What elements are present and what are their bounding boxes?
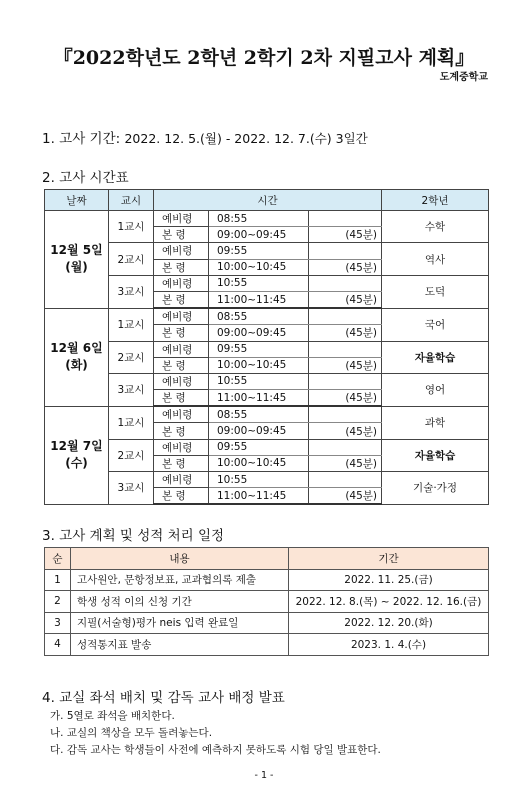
- header-grade: 2학년: [382, 190, 489, 211]
- bell-time: 08:55: [209, 211, 309, 227]
- schedule-row: [45, 211, 489, 227]
- schedule-row: [45, 439, 489, 455]
- main-time: 10:00~10:45: [209, 455, 309, 471]
- table-row: [45, 569, 489, 591]
- bell-time: 09:55: [209, 243, 309, 259]
- bell-label: 예비령: [154, 439, 209, 455]
- exam-period-value: 2022. 12. 5.(월) - 2022. 12. 7.(수) 3일간: [124, 131, 368, 146]
- section-2-heading: 2. 고사 시간표: [42, 170, 129, 186]
- schedule-row: [45, 472, 489, 488]
- bell-label: 예비령: [154, 341, 209, 357]
- bell-label: 예비령: [154, 373, 209, 389]
- duration: (45분): [309, 390, 382, 407]
- subject: 수학: [382, 211, 489, 243]
- header-time: 시간: [154, 190, 382, 211]
- subject: 자율학습: [382, 439, 489, 471]
- period-label: 3교시: [109, 472, 154, 505]
- period-label: 3교시: [109, 275, 154, 308]
- bell-time: 09:55: [209, 439, 309, 455]
- period-label: 2교시: [109, 243, 154, 275]
- duration-blank: [309, 406, 382, 423]
- period-label: 1교시: [109, 406, 154, 439]
- bell-time: 09:55: [209, 341, 309, 357]
- duration-blank: [309, 341, 382, 357]
- row-content: 학생 성적 이의 신청 기간: [71, 591, 289, 613]
- header-no: 순: [45, 548, 71, 570]
- row-period: 2023. 1. 4.(수): [289, 634, 489, 656]
- period-label: 2교시: [109, 341, 154, 373]
- main-label: 본 령: [154, 357, 209, 373]
- exam-date: [45, 406, 109, 504]
- bell-time: 10:55: [209, 275, 309, 291]
- duration: (45분): [309, 291, 382, 308]
- table-row: [45, 634, 489, 656]
- duration: (45분): [309, 488, 382, 505]
- main-label: 본 령: [154, 259, 209, 275]
- bell-label: 예비령: [154, 472, 209, 488]
- row-period: 2022. 11. 25.(금): [289, 569, 489, 591]
- exam-period-line: [42, 127, 368, 147]
- bell-time: 10:55: [209, 373, 309, 389]
- duration: (45분): [309, 325, 382, 341]
- bell-time: 10:55: [209, 472, 309, 488]
- main-label: 본 령: [154, 227, 209, 243]
- document-title: 『2022학년도 2학년 2학기 2차 지필고사 계획』: [53, 47, 475, 69]
- header-content: 내용: [71, 548, 289, 570]
- main-label: 본 령: [154, 488, 209, 505]
- duration-blank: [309, 211, 382, 227]
- exam-date: [45, 211, 109, 309]
- schedule-row: [45, 341, 489, 357]
- header-date: 날짜: [45, 190, 109, 211]
- main-time: 10:00~10:45: [209, 259, 309, 275]
- subject: 국어: [382, 308, 489, 341]
- period-label: 3교시: [109, 373, 154, 406]
- period-label: 1교시: [109, 211, 154, 243]
- section-1-heading: 1. 고사 기간:: [42, 131, 121, 147]
- main-time: 10:00~10:45: [209, 357, 309, 373]
- exam-date: [45, 308, 109, 406]
- main-time: 11:00~11:45: [209, 488, 309, 505]
- duration: (45분): [309, 455, 382, 471]
- main-time: 11:00~11:45: [209, 390, 309, 407]
- schedule-header-row: [45, 190, 489, 211]
- main-time: 09:00~09:45: [209, 227, 309, 243]
- bell-label: 예비령: [154, 275, 209, 291]
- row-period: 2022. 12. 8.(목) ~ 2022. 12. 16.(금): [289, 591, 489, 613]
- duration: (45분): [309, 227, 382, 243]
- period-label: 1교시: [109, 308, 154, 341]
- period-label: 2교시: [109, 439, 154, 471]
- bell-time: 08:55: [209, 406, 309, 423]
- row-number: 2: [45, 591, 71, 613]
- main-label: 본 령: [154, 325, 209, 341]
- row-content: 성적통지표 발송: [71, 634, 289, 656]
- bell-label: 예비령: [154, 308, 209, 325]
- main-label: 본 령: [154, 423, 209, 439]
- main-time: 11:00~11:45: [209, 291, 309, 308]
- subject: 역사: [382, 243, 489, 275]
- schedule-row: [45, 243, 489, 259]
- exam-date-weekday: (수): [65, 456, 88, 471]
- plan-header-row: [45, 548, 489, 570]
- row-number: 3: [45, 612, 71, 634]
- grading-schedule-table: [44, 547, 489, 656]
- subject: 자율학습: [382, 341, 489, 373]
- schedule-row: [45, 275, 489, 291]
- bell-label: 예비령: [154, 243, 209, 259]
- table-row: [45, 591, 489, 613]
- exam-date-day: 12월 7일: [50, 439, 103, 454]
- row-content: 지필(서술형)평가 neis 입력 완료일: [71, 612, 289, 634]
- bell-label: 예비령: [154, 211, 209, 227]
- header-plan-period: 기간: [289, 548, 489, 570]
- duration-blank: [309, 275, 382, 291]
- duration-blank: [309, 472, 382, 488]
- duration: (45분): [309, 259, 382, 275]
- duration-blank: [309, 243, 382, 259]
- subject: 과학: [382, 406, 489, 439]
- row-number: 4: [45, 634, 71, 656]
- main-label: 본 령: [154, 390, 209, 407]
- exam-date-day: 12월 5일: [50, 243, 103, 258]
- duration: (45분): [309, 423, 382, 439]
- duration-blank: [309, 439, 382, 455]
- row-content: 고사원안, 문항정보표, 교과협의록 제출: [71, 569, 289, 591]
- subject: 도덕: [382, 275, 489, 308]
- exam-date-day: 12월 6일: [50, 341, 103, 356]
- exam-date-weekday: (화): [65, 358, 88, 373]
- seating-item-c: 다. 감독 교사는 학생들이 사전에 예측하지 못하도록 시험 당일 발표한다.: [50, 744, 381, 756]
- school-name: 도계중학교: [439, 72, 488, 83]
- duration: (45분): [309, 357, 382, 373]
- page-number: - 1 -: [254, 770, 274, 781]
- main-time: 09:00~09:45: [209, 423, 309, 439]
- schedule-row: [45, 373, 489, 389]
- bell-label: 예비령: [154, 406, 209, 423]
- schedule-row: [45, 308, 489, 325]
- subject: 영어: [382, 373, 489, 406]
- exam-date-weekday: (월): [65, 260, 88, 275]
- header-period: 교시: [109, 190, 154, 211]
- duration-blank: [309, 373, 382, 389]
- duration-blank: [309, 308, 382, 325]
- main-label: 본 령: [154, 291, 209, 308]
- section-4-heading: 4. 교실 좌석 배치 및 감독 교사 배정 발표: [42, 690, 285, 706]
- seating-item-a: 가. 5열로 좌석을 배치한다.: [50, 710, 175, 722]
- table-row: [45, 612, 489, 634]
- row-period: 2022. 12. 20.(화): [289, 612, 489, 634]
- subject: 기술·가정: [382, 472, 489, 505]
- section-3-heading: 3. 고사 계획 및 성적 처리 일정: [42, 528, 225, 544]
- seating-item-b: 나. 교실의 책상을 모두 돌려놓는다.: [50, 727, 213, 739]
- main-time: 09:00~09:45: [209, 325, 309, 341]
- schedule-row: [45, 406, 489, 423]
- main-label: 본 령: [154, 455, 209, 471]
- exam-schedule-table: [44, 189, 489, 505]
- row-number: 1: [45, 569, 71, 591]
- bell-time: 08:55: [209, 308, 309, 325]
